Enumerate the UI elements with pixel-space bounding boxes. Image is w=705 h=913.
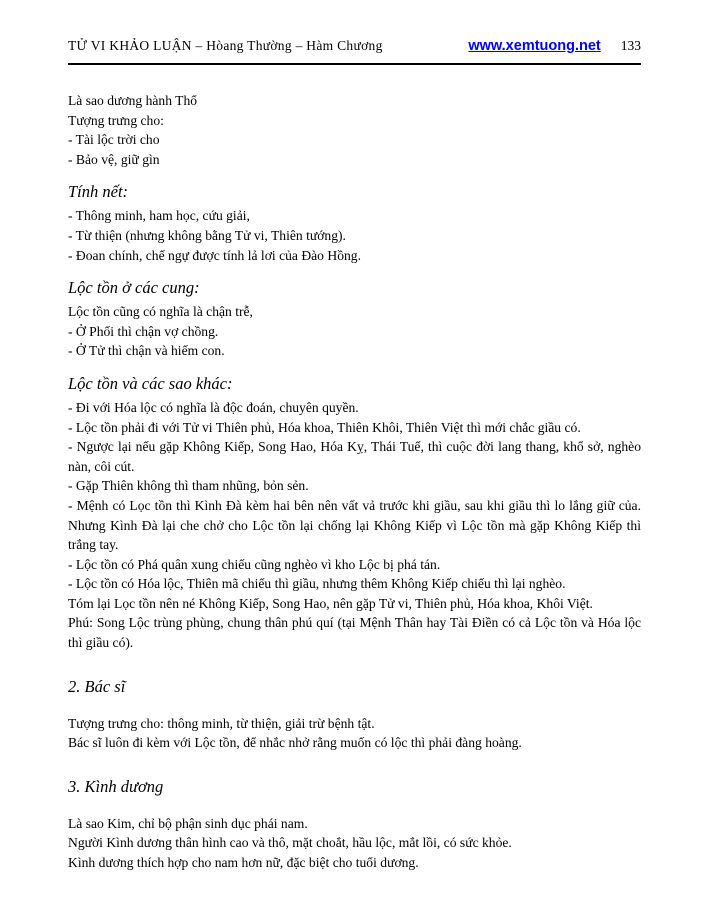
bullet-line: - Gặp Thiên không thì tham nhũng, bỏn sẻn. [68,478,309,494]
bullet-line: - Thông minh, ham học, cứu giải, [68,208,250,224]
bullet-line: - Đoan chính, chế ngự được tính lả lơi của Đào Hồng. [68,247,361,263]
page-header [68,38,641,54]
bullet-line: - Tài lộc trời cho [68,132,160,148]
bullet-line: - Mệnh có Lọc tồn thì Kình Đà kèm hai bên nên vất vả trước khi giầu, sau khi giầu thì lo lắng giữ của. Nhưng Kình Đà lại che chở cho Lộc tồn lại chống lại Không Kiếp vì Lộc tồn mà gặp Không Kiếp thì trắng tay. [68,497,641,553]
text-line: Tượng trưng cho: thông minh, từ thiện, giải trừ bệnh tật. [68,715,375,731]
bullet-line: - Từ thiện (nhưng không bằng Tử vi, Thiên tướng). [68,227,346,243]
section-heading: 2. Bác sĩ [68,676,126,696]
bullet-line: - Ngược lại nếu gặp Không Kiếp, Song Hao, Hóa Kỵ, Thái Tuế, thì cuộc đời lang thang, khổ sở, nghèo nàn, côi cút. [68,439,641,474]
sub-heading: Lộc tồn ở các cung: [68,278,200,298]
sub-heading: Lộc tồn và các sao khác: [68,373,233,393]
page-number: 133 [620,38,641,53]
text-line: Lộc tồn cũng có nghĩa là chận trễ, [68,304,253,320]
document-content [68,91,641,873]
website-link[interactable]: www.xemtuong.net [468,38,601,54]
section-heading: 3. Kình dương [68,776,164,796]
sub-heading: Tính nết: [68,182,129,202]
bullet-line: - Lộc tồn có Phá quân xung chiếu cũng nghèo vì kho Lộc bị phá tán. [68,556,441,572]
bullet-line: - Lộc tồn có Hóa lộc, Thiên mã chiếu thì giầu, nhưng thêm Không Kiếp chiếu thì lại nghèo. [68,576,566,592]
bullet-line: - Lộc tồn phải đi với Tử vi Thiên phủ, Hóa khoa, Thiên Khôi, Thiên Việt thì mới chắc giầu có. [68,419,581,435]
bullet-line: - Ở Phối thì chận vợ chồng. [68,323,219,339]
text-line: Là sao Kim, chỉ bộ phận sinh dục phái nam. [68,815,308,831]
text-line: Người Kình dương thân hình cao và thô, mặt choắt, hầu lộc, mắt lồi, có sức khỏe. [68,835,512,851]
text-line: Bác sĩ luôn đi kèm với Lộc tồn, để nhắc nhở rằng muốn có lộc thì phải đàng hoàng. [68,735,522,751]
text-line: Phú: Song Lộc trùng phùng, chung thân phú quí (tại Mệnh Thân hay Tài Điền có cả Lộc tồn và Hóa lộc thì giầu có). [68,615,641,651]
text-line: Tóm lại Lọc tồn nên né Không Kiếp, Song Hao, nên gặp Tử vi, Thiên phủ, Hóa khoa, Khôi Việt. [68,595,593,611]
text-line: Là sao dương hành Thổ [68,93,198,108]
text-line: Kình dương thích hợp cho nam hơn nữ, đặc biệt cho tuổi dương. [68,855,419,871]
bullet-line: - Ở Tử thì chận và hiếm con. [68,343,225,359]
bullet-line: - Đi với Hóa lộc có nghĩa là độc đoán, chuyên quyền. [68,399,359,415]
header-rule [68,63,641,65]
text-line: Tượng trưng cho: [68,112,164,128]
bullet-line: - Bảo vệ, giữ gìn [68,151,160,167]
header-right [468,38,641,54]
header-title: TỬ VI KHẢO LUẬN – Hòang Thường – Hàm Chương [68,38,383,53]
